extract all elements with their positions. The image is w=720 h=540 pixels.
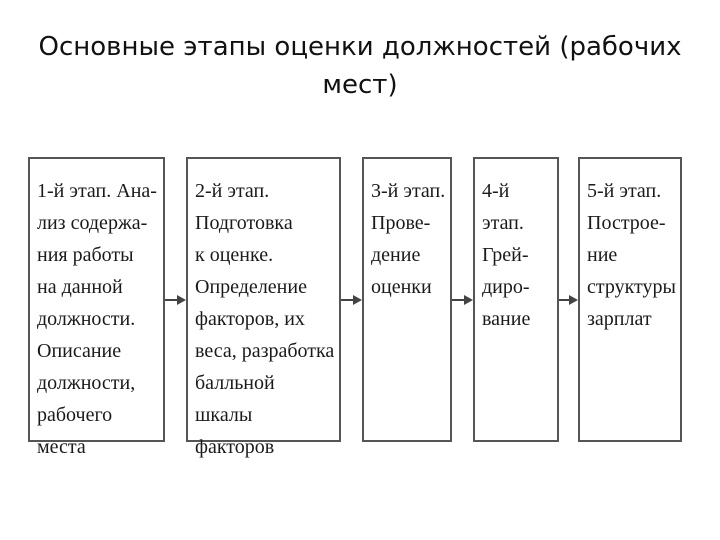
stage-3-box: 3-й этап. Прове- дение оценки [362, 157, 452, 442]
arrow-1-to-2 [165, 295, 186, 305]
stage-5-box: 5-й этап. Построе- ние структуры зарплат [578, 157, 682, 442]
slide-title: Основные этапы оценки должностей (рабочих мест) [38, 32, 682, 100]
stage-1-box: 1-й этап. Ана- лиз содержа- ния работы на данной должности. Описание должности, рабочего места [28, 157, 165, 442]
stage-4-box: 4-й этап. Грей- диро- вание [473, 157, 559, 442]
arrow-4-to-5 [559, 295, 578, 305]
stage-2-box: 2-й этап. Подготовка к оценке. Определение факторов, их веса, разработка балльной шкалы факторов [186, 157, 341, 442]
arrow-2-to-3 [341, 295, 362, 305]
arrow-3-to-4 [452, 295, 473, 305]
